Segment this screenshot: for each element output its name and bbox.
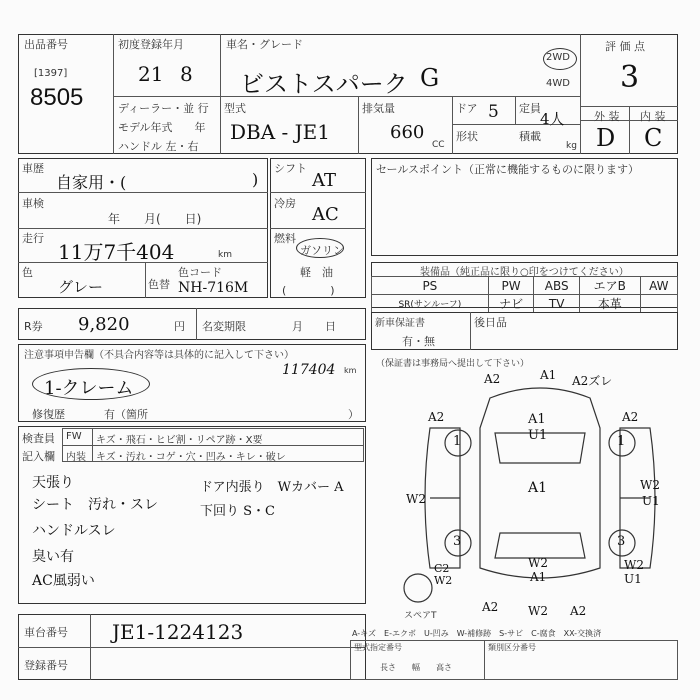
repair-close: ） xyxy=(348,408,359,421)
color-code-label: 色コード xyxy=(178,266,222,279)
usage-close: ) xyxy=(252,170,259,189)
inspector-label-1: 検査員 xyxy=(22,432,55,445)
mileage-km: km xyxy=(218,250,232,260)
equip-sr: SR(サンルーフ) xyxy=(372,295,489,313)
color-change-label: 色替 xyxy=(148,278,170,291)
fuel-label: 燃料 xyxy=(274,232,296,245)
equip-pw: PW xyxy=(488,277,534,295)
drive-4wd: 4WD xyxy=(546,78,570,89)
type-value: DBA - JE1 xyxy=(230,120,330,144)
equipment-label: 装備品（純正品に限り○印をつけてください） xyxy=(420,267,629,278)
recycle-value: 9,820 xyxy=(78,314,130,335)
damage-left-door: W2 xyxy=(406,492,426,506)
doors-label: ドア xyxy=(456,102,478,115)
tire-rr-score: 3 xyxy=(617,534,626,549)
legend: A-キズ E-エクボ U-凹み W-補修跡 S-サビ C-腐食 XX-交換済 xyxy=(352,629,602,638)
warranty-label: 新車保証書 xyxy=(375,318,425,329)
damage-right-door: W2 xyxy=(640,478,660,492)
inspector-note-5: 下回り S・C xyxy=(200,504,275,519)
nameplate-value: 月 日 xyxy=(292,320,336,333)
row1-text: キズ・飛石・ヒビ割・リペア跡・X要 xyxy=(96,435,263,446)
model-year-label: モデル年式 年 xyxy=(118,121,206,134)
displacement-label: 排気量 xyxy=(362,102,395,115)
fuel-gasoline: ガソリン xyxy=(300,244,344,257)
damage-center: A1 xyxy=(528,480,548,496)
damage-top-1: A2 xyxy=(484,372,501,386)
notes-km: km xyxy=(344,366,357,375)
car-name: ビストスパーク xyxy=(240,70,408,98)
damage-bottom-3: A2 xyxy=(570,604,587,618)
damage-rear-center-2: W2 xyxy=(528,556,548,570)
equip-navi: ナビ xyxy=(488,295,534,313)
vin-info-1: 型式指定番号 xyxy=(354,643,402,652)
row2-head: 内装 xyxy=(66,452,86,463)
damage-bottom-2: W2 xyxy=(528,604,548,618)
inspection-value: 年 月( 日) xyxy=(108,212,202,226)
fuel-paren: ( ) xyxy=(282,284,335,297)
damage-top-3: A2ズレ xyxy=(572,374,613,388)
damage-rear-left: C2 xyxy=(434,562,450,575)
inspection-label: 車検 xyxy=(22,197,44,210)
row2-text: キズ・汚れ・コゲ・穴・凹み・キレ・破レ xyxy=(96,452,286,463)
ac-label: 冷房 xyxy=(274,197,296,210)
color-label: 色 xyxy=(22,266,33,279)
repair-label: 修復歴 xyxy=(32,408,65,421)
recycle-label: R券 xyxy=(24,320,43,333)
cc-unit: CC xyxy=(432,140,445,150)
car-name-label: 車名・グレード xyxy=(226,38,303,51)
score: 3 xyxy=(620,60,640,95)
equip-aw: AW xyxy=(640,277,677,295)
first-reg-label: 初度登録年月 xyxy=(118,38,184,51)
damage-right-side: A2 xyxy=(622,410,639,424)
inspector-note-2: シート 汚れ・スレ xyxy=(32,497,158,513)
usage-value: 自家用・( xyxy=(56,173,127,192)
fuel-diesel: 軽 油 xyxy=(300,266,333,279)
lot-sub: [1397] xyxy=(34,68,68,79)
score-label: 評 価 点 xyxy=(605,40,645,53)
reg-label: 登録番号 xyxy=(24,659,68,672)
interior-grade: C xyxy=(644,124,663,152)
vin-info-2: 類別区分番号 xyxy=(488,643,536,652)
first-reg-year: 21 xyxy=(138,62,164,86)
lot-number: 8505 xyxy=(30,84,84,111)
damage-bonnet: A1 xyxy=(528,412,546,427)
color-value: グレー xyxy=(58,278,104,296)
first-reg-month: 8 xyxy=(180,62,193,86)
inspector-note-4: ドア内張り Wカバー A xyxy=(200,480,344,495)
notes-mileage: 117404 xyxy=(282,362,336,378)
damage-rear-right: W2 xyxy=(624,558,644,572)
equip-tv: TV xyxy=(534,295,579,313)
color-code-value: NH-716M xyxy=(178,280,249,296)
damage-top-2: A1 xyxy=(540,368,557,382)
tire-fr-score: 1 xyxy=(617,434,626,449)
equipment-table xyxy=(371,276,678,313)
inspector-note-7: AC風弱い xyxy=(32,573,95,589)
chassis-value: JE1-1224123 xyxy=(112,620,244,644)
doors-value: 5 xyxy=(488,102,499,122)
damage-bonnet-2: U1 xyxy=(528,428,548,443)
kg-unit: kg xyxy=(566,141,577,151)
warranty-note: （保証書は事務局へ提出して下さい） xyxy=(376,359,530,369)
rear-window xyxy=(495,533,585,558)
equip-leather: 本革 xyxy=(579,295,640,313)
aftercare-label: 後日品 xyxy=(474,316,507,329)
exterior-grade: D xyxy=(596,124,616,152)
nameplate-label: 名変期限 xyxy=(202,320,246,333)
equip-blank xyxy=(640,295,677,313)
ac-value: AC xyxy=(312,204,339,225)
spare-label: スペアT xyxy=(404,611,437,621)
inspector-note-1: 天張り xyxy=(32,475,74,491)
damage-rear-left-2: W2 xyxy=(434,574,453,587)
handle-label: ハンドル 左・右 xyxy=(118,140,199,153)
shift-value: AT xyxy=(312,170,337,191)
equip-abs: ABS xyxy=(534,277,579,295)
usage-label: 車歴 xyxy=(22,162,44,175)
damage-left-side: A2 xyxy=(428,410,445,424)
displacement-value: 660 xyxy=(390,122,425,143)
spare-tire xyxy=(404,574,432,602)
damage-bottom-1: A2 xyxy=(482,600,499,614)
tire-rl-score: 3 xyxy=(453,534,462,549)
extras-label: 長さ 幅 高さ xyxy=(380,663,452,672)
equip-ps: PS xyxy=(372,277,489,295)
inspector-note-6: 臭い有 xyxy=(32,549,74,565)
drive-2wd: 2WD xyxy=(546,52,570,63)
damage-rear-center: A1 xyxy=(530,570,547,584)
load-label: 積載 xyxy=(519,130,541,143)
mileage-value: 11万7千404 xyxy=(58,240,175,264)
yen-unit: 円 xyxy=(174,320,185,333)
notes-value: 1-クレーム xyxy=(44,378,134,399)
notes-label: 注意事項申告欄（不具合内容等は具体的に記入して下さい） xyxy=(24,350,294,361)
sales-point-label: セールスポイント（正常に機能するものに限ります） xyxy=(376,163,640,176)
type-label: 型式 xyxy=(224,102,246,115)
inspector-label-2: 記入欄 xyxy=(22,450,55,463)
warranty-value: 有・無 xyxy=(402,335,435,348)
row1-head: FW xyxy=(66,431,82,442)
damage-right-door-2: U1 xyxy=(642,494,660,508)
repair-value: 有（箇所 xyxy=(104,408,148,421)
tire-fl-score: 1 xyxy=(453,434,462,449)
interior-label: 内 装 xyxy=(640,110,666,123)
grade: G xyxy=(420,64,440,92)
exterior-label: 外 装 xyxy=(594,110,620,123)
chassis-label: 車台番号 xyxy=(24,626,68,639)
shift-label: シフト xyxy=(274,162,307,175)
mileage-label: 走行 xyxy=(22,232,44,245)
dealer-label: ディーラー・並 行 xyxy=(118,102,209,115)
equip-airbag: エアB xyxy=(579,277,640,295)
capacity-value: 4人 xyxy=(540,110,565,128)
lot-label: 出品番号 xyxy=(24,38,68,51)
inspector-note-3: ハンドルスレ xyxy=(32,523,116,539)
capacity-label: 定員 xyxy=(519,102,541,115)
shape-label: 形状 xyxy=(456,130,478,143)
damage-rear-right-2: U1 xyxy=(624,572,642,586)
